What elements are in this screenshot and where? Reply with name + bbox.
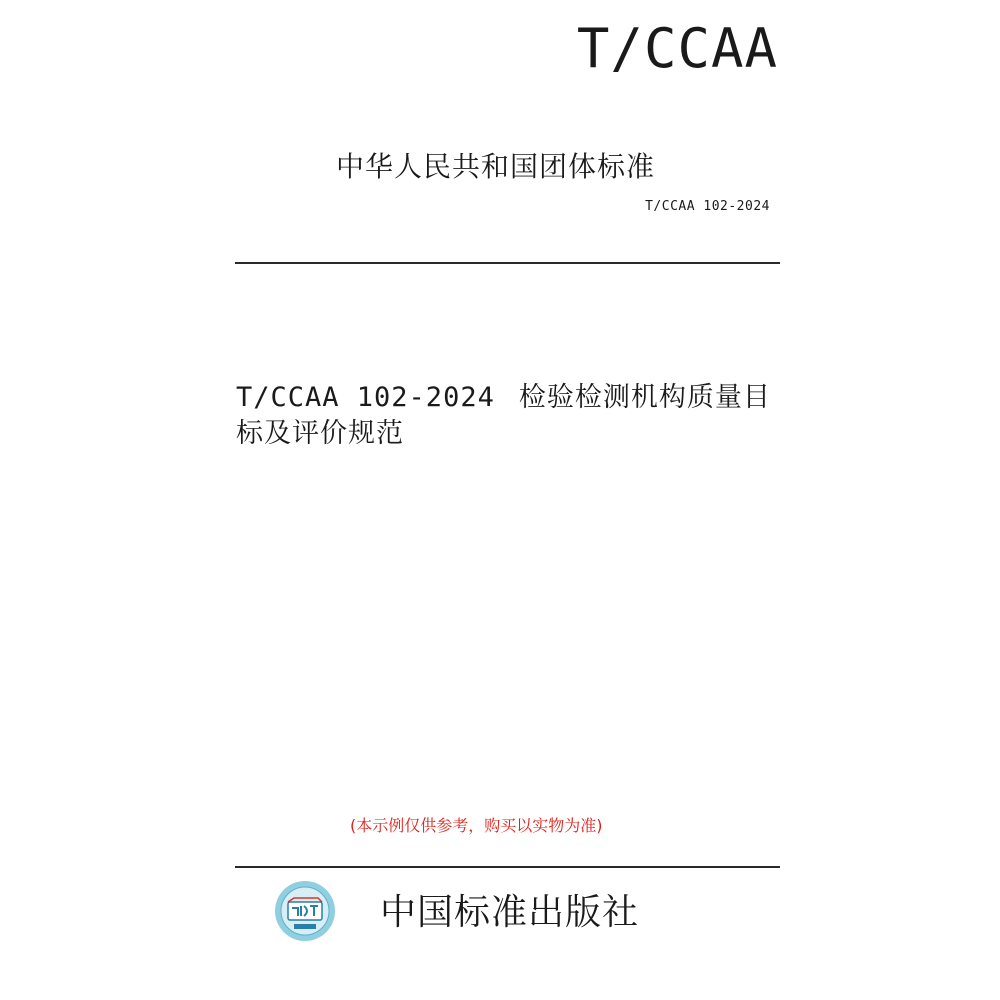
title-text: 检验检测机构质量目标及评价规范 [236,382,771,449]
title-code: T/CCAA 102-2024 [236,382,495,413]
publisher-seal-logo [274,880,336,942]
bottom-divider [235,866,780,868]
disclaimer-note: (本示例仅供参考，购买以实物为准) [350,816,603,835]
top-divider [235,262,780,264]
standard-category: 中华人民共和国团体标准 [336,150,656,183]
standard-number: T/CCAA 102-2024 [645,199,770,214]
publisher-name: 中国标准出版社 [380,892,640,933]
publisher-logo-icon [274,880,336,942]
document-title [236,380,776,452]
standard-code-heading: T/CCAA [576,17,778,80]
